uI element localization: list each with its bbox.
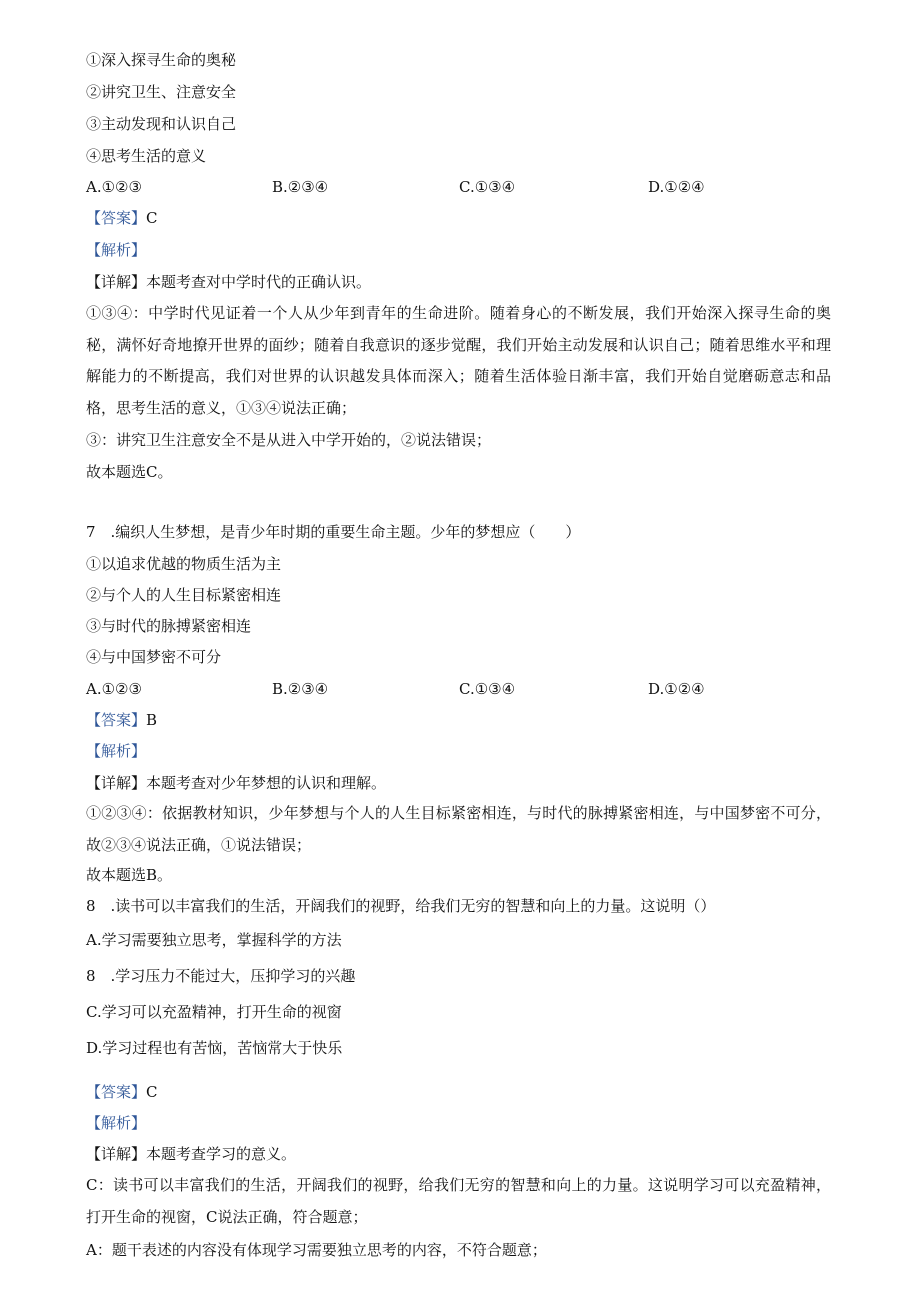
detail-text: 本题考查对中学时代的正确认识。	[146, 273, 372, 291]
detail-tag: 【详解】	[86, 1145, 147, 1163]
q7-option-b: B.②③④	[272, 680, 329, 698]
answer-tag: 【答案】	[86, 1083, 147, 1101]
detail-tag: 【详解】	[86, 273, 147, 291]
q6-item-2: ②讲究卫生、注意安全	[86, 83, 237, 101]
q8-detail	[86, 1144, 296, 1164]
q7-item-3: ③与时代的脉搏紧密相连	[86, 617, 252, 635]
q6-item-1: ①深入探寻生命的奥秘	[86, 51, 237, 69]
q7-stem: 7 .编织人生梦想，是青少年时期的重要生命主题。少年的梦想应（ ）	[86, 523, 581, 541]
detail-tag: 【详解】	[86, 774, 147, 792]
q7-item-2: ②与个人的人生目标紧密相连	[86, 586, 282, 604]
q8-stem: 8 .读书可以丰富我们的生活，开阔我们的视野，给我们无穷的智慧和向上的力量。这说明（）	[86, 897, 716, 915]
q7-option-a: A.①②③	[86, 680, 142, 698]
q8-answer	[86, 1082, 158, 1102]
detail-text: 本题考查学习的意义。	[146, 1145, 297, 1163]
q6-answer	[86, 208, 158, 228]
q6-item-4: ④思考生活的意义	[86, 147, 207, 165]
answer-value: C	[146, 209, 158, 227]
q6-explanation-1: ①③④：中学时代见证着一个人从少年到青年的生命进阶。随着身心的不断发展，我们开始深入探寻生命的奥秘，满怀好奇地撩开世界的面纱；随着自我意识的逐步觉醒，我们开始主动发展和认识自己；随着思维水平和理解能力的不断提高，我们对世界的认识越发具体而深入；随着生活体验日渐丰富，我们开始自觉磨砺意志和品格，思考生活的意义，①③④说法正确；	[86, 304, 831, 417]
q6-option-a: A.①②③	[86, 178, 142, 196]
q8-explanation-1: C：读书可以丰富我们的生活，开阔我们的视野，给我们无穷的智慧和向上的力量。这说明学习可以充盈精神，打开生命的视窗，C说法正确，符合题意；	[86, 1176, 831, 1226]
q7-conclusion: 故本题选B。	[86, 866, 173, 884]
q7-explanation-1: ①②③④：依据教材知识，少年梦想与个人的人生目标紧密相连，与时代的脉搏紧密相连，与中国梦密不可分，故②③④说法正确，①说法错误；	[86, 804, 831, 854]
q6-conclusion: 故本题选C。	[86, 463, 173, 481]
q7-item-1: ①以追求优越的物质生活为主	[86, 555, 282, 573]
q6-analysis-tag: 【解析】	[86, 241, 147, 259]
q6-option-c: C.①③④	[459, 178, 516, 196]
q6-detail	[86, 272, 371, 292]
detail-text: 本题考查对少年梦想的认识和理解。	[146, 774, 387, 792]
q6-option-d: D.①②④	[648, 178, 705, 196]
q8-option-b: 8 .学习压力不能过大，压抑学习的兴趣	[86, 967, 356, 985]
answer-tag: 【答案】	[86, 209, 147, 227]
answer-tag: 【答案】	[86, 711, 147, 729]
q6-item-3: ③主动发现和认识自己	[86, 115, 237, 133]
q7-analysis-tag: 【解析】	[86, 742, 147, 760]
q7-detail	[86, 773, 386, 793]
q7-option-d: D.①②④	[648, 680, 705, 698]
q8-analysis-tag: 【解析】	[86, 1114, 147, 1132]
q6-explanation-2: ③：讲究卫生注意安全不是从进入中学开始的，②说法错误；	[86, 431, 492, 449]
q8-option-d: D.学习过程也有苦恼，苦恼常大于快乐	[86, 1039, 343, 1057]
q8-option-a: A.学习需要独立思考，掌握科学的方法	[86, 931, 342, 949]
answer-value: C	[146, 1083, 158, 1101]
q6-option-b: B.②③④	[272, 178, 329, 196]
q7-item-4: ④与中国梦密不可分	[86, 648, 222, 666]
q8-option-c: C.学习可以充盈精神，打开生命的视窗	[86, 1003, 342, 1021]
q7-answer	[86, 710, 157, 730]
answer-value: B	[146, 711, 158, 729]
q8-explanation-2: A：题干表述的内容没有体现学习需要独立思考的内容，不符合题意；	[86, 1241, 547, 1259]
q7-option-c: C.①③④	[459, 680, 516, 698]
